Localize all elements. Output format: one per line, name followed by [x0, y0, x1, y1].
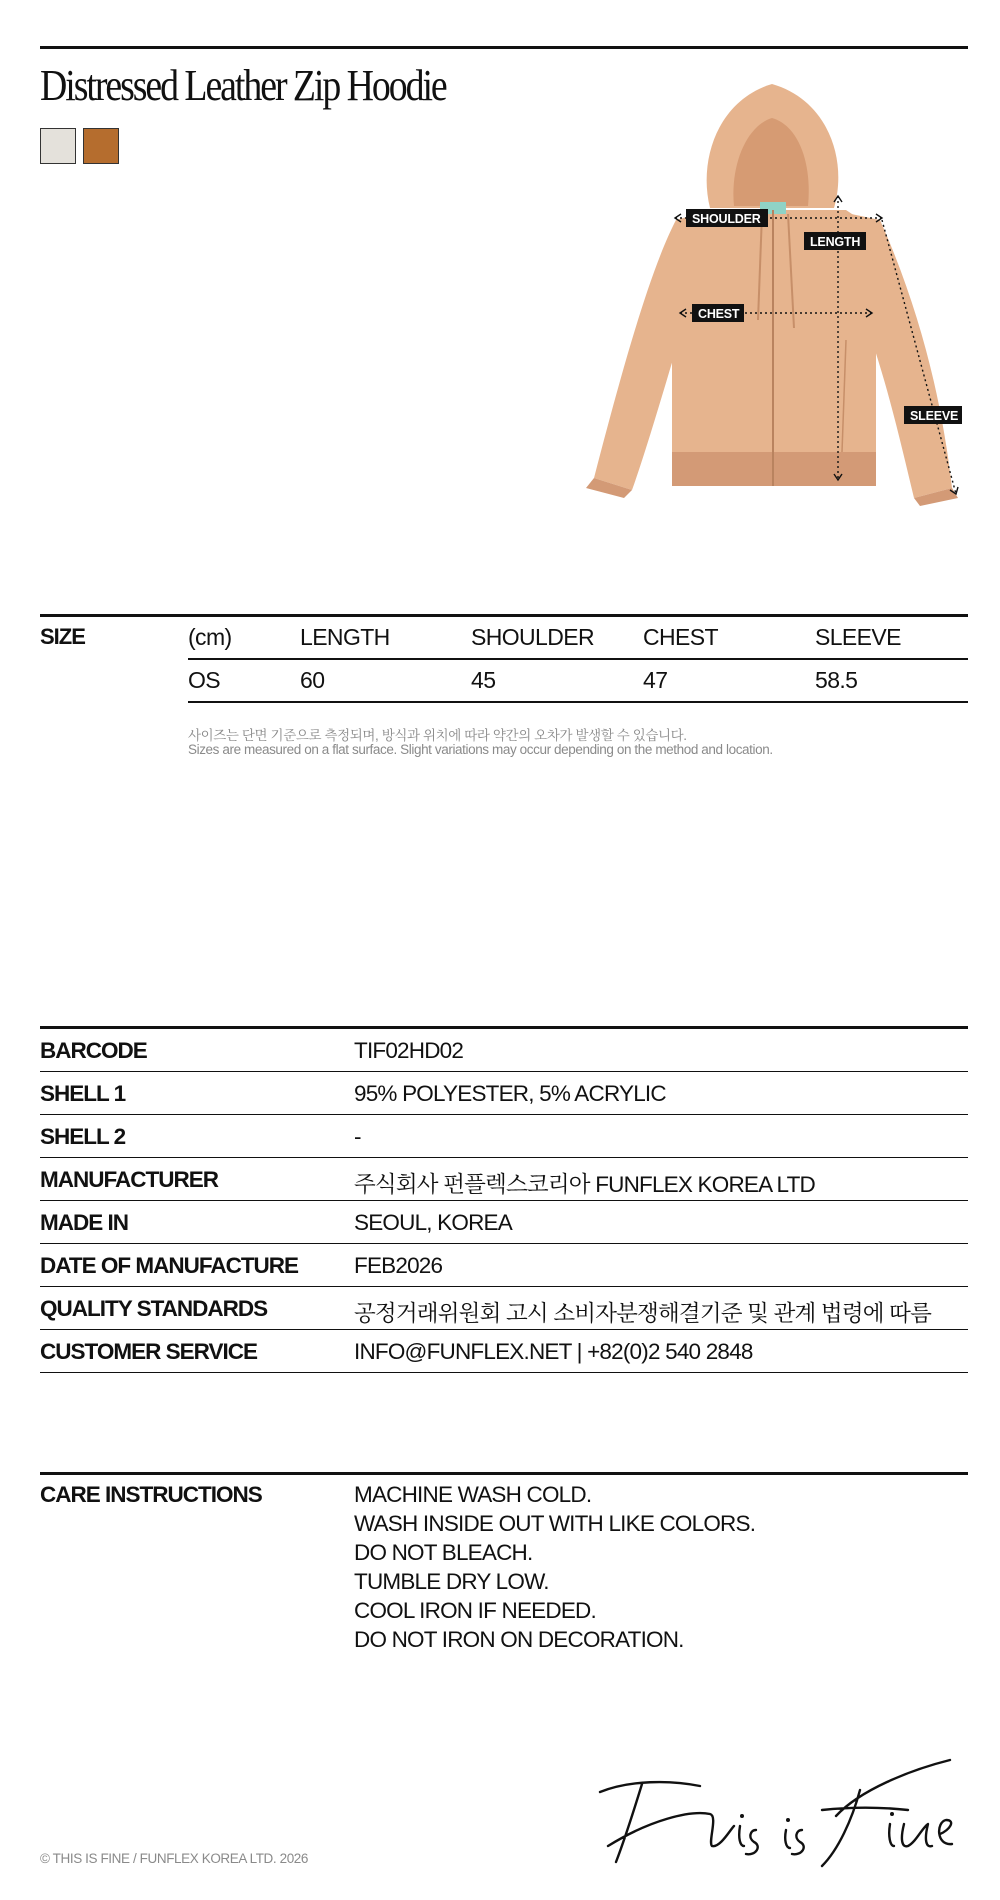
- size-section-rule: [40, 614, 968, 617]
- info-value: -: [354, 1124, 361, 1149]
- length-tag: [804, 232, 866, 250]
- svg-text:SHOULDER: SHOULDER: [692, 212, 761, 226]
- info-label: MADE IN: [40, 1210, 128, 1235]
- care-line: COOL IRON IF NEEDED.: [354, 1598, 596, 1623]
- svg-text:CHEST: CHEST: [698, 307, 740, 321]
- info-value[interactable]: INFO@FUNFLEX.NET | +82(0)2 540 2848: [354, 1339, 753, 1364]
- info-label: SHELL 1: [40, 1081, 126, 1106]
- info-label: CUSTOMER SERVICE: [40, 1339, 257, 1364]
- info-value: SEOUL, KOREA: [354, 1210, 512, 1235]
- info-row-date-of-manufacture: [40, 1244, 968, 1287]
- info-row-manufacturer: [40, 1158, 968, 1201]
- care-label: CARE INSTRUCTIONS: [40, 1482, 262, 1507]
- size-header-unit: (cm): [188, 624, 232, 650]
- size-header-sleeve: SLEEVE: [815, 624, 901, 650]
- care-section-rule: [40, 1472, 968, 1475]
- svg-text:LENGTH: LENGTH: [810, 235, 861, 249]
- sleeve-tag: [904, 406, 962, 424]
- size-header-chest: CHEST: [643, 624, 718, 650]
- info-value: TIF02HD02: [354, 1038, 464, 1063]
- swatch-light-gray[interactable]: [40, 128, 76, 164]
- info-row-quality-standards: [40, 1287, 968, 1330]
- size-value-length: 60: [300, 667, 325, 693]
- info-value: 95% POLYESTER, 5% ACRYLIC: [354, 1081, 666, 1106]
- care-line: TUMBLE DRY LOW.: [354, 1569, 549, 1594]
- size-header-length: LENGTH: [300, 624, 390, 650]
- info-label: SHELL 2: [40, 1124, 126, 1149]
- size-value-sleeve: 58.5: [815, 667, 858, 693]
- info-row-barcode: [40, 1029, 968, 1072]
- info-value: 주식회사 펀플렉스코리아 FUNFLEX KOREA LTD: [354, 1172, 815, 1197]
- care-line: MACHINE WASH COLD.: [354, 1482, 592, 1507]
- care-line: WASH INSIDE OUT WITH LIKE COLORS.: [354, 1511, 756, 1536]
- info-row-made-in: [40, 1201, 968, 1244]
- info-label: BARCODE: [40, 1038, 147, 1063]
- footer-copyright: © THIS IS FINE / FUNFLEX KOREA LTD. 2026: [40, 1851, 309, 1866]
- size-value-shoulder: 45: [471, 667, 496, 693]
- info-row-shell-1: [40, 1072, 968, 1115]
- swatch-brown[interactable]: [83, 128, 119, 164]
- size-header-shoulder: SHOULDER: [471, 624, 595, 650]
- size-row-rule: [188, 701, 968, 703]
- shoulder-tag: [686, 209, 768, 227]
- care-line: DO NOT IRON ON DECORATION.: [354, 1627, 684, 1652]
- info-row-customer-service: [40, 1330, 968, 1373]
- info-row-shell-2: [40, 1115, 968, 1158]
- info-label: QUALITY STANDARDS: [40, 1296, 268, 1321]
- size-section-label: SIZE: [40, 624, 85, 649]
- info-label: MANUFACTURER: [40, 1167, 218, 1192]
- hoodie-illustration: [586, 84, 958, 506]
- info-value: FEB2026: [354, 1253, 443, 1278]
- svg-text:SLEEVE: SLEEVE: [910, 409, 959, 423]
- size-value-chest: 47: [643, 667, 668, 693]
- product-title: Distressed Leather Zip Hoodie: [40, 61, 446, 110]
- size-header-rule: [188, 658, 968, 660]
- chest-tag: [692, 304, 744, 322]
- info-value: 공정거래위원회 고시 소비자분쟁해결기준 및 관계 법령에 따름: [354, 1301, 932, 1326]
- care-line: DO NOT BLEACH.: [354, 1540, 533, 1565]
- size-note-en: Sizes are measured on a flat surface. Slight variations may occur depending on the method and location.: [188, 742, 773, 757]
- size-row-label: OS: [188, 667, 221, 693]
- brand-signature: [590, 1750, 970, 1870]
- size-note-ko: 사이즈는 단면 기준으로 측정되며, 방식과 위치에 따라 약간의 오차가 발생할 수 있습니다.: [188, 728, 687, 743]
- hoodie-diagram: [580, 70, 980, 510]
- info-label: DATE OF MANUFACTURE: [40, 1253, 299, 1278]
- header-top-rule: [40, 46, 968, 49]
